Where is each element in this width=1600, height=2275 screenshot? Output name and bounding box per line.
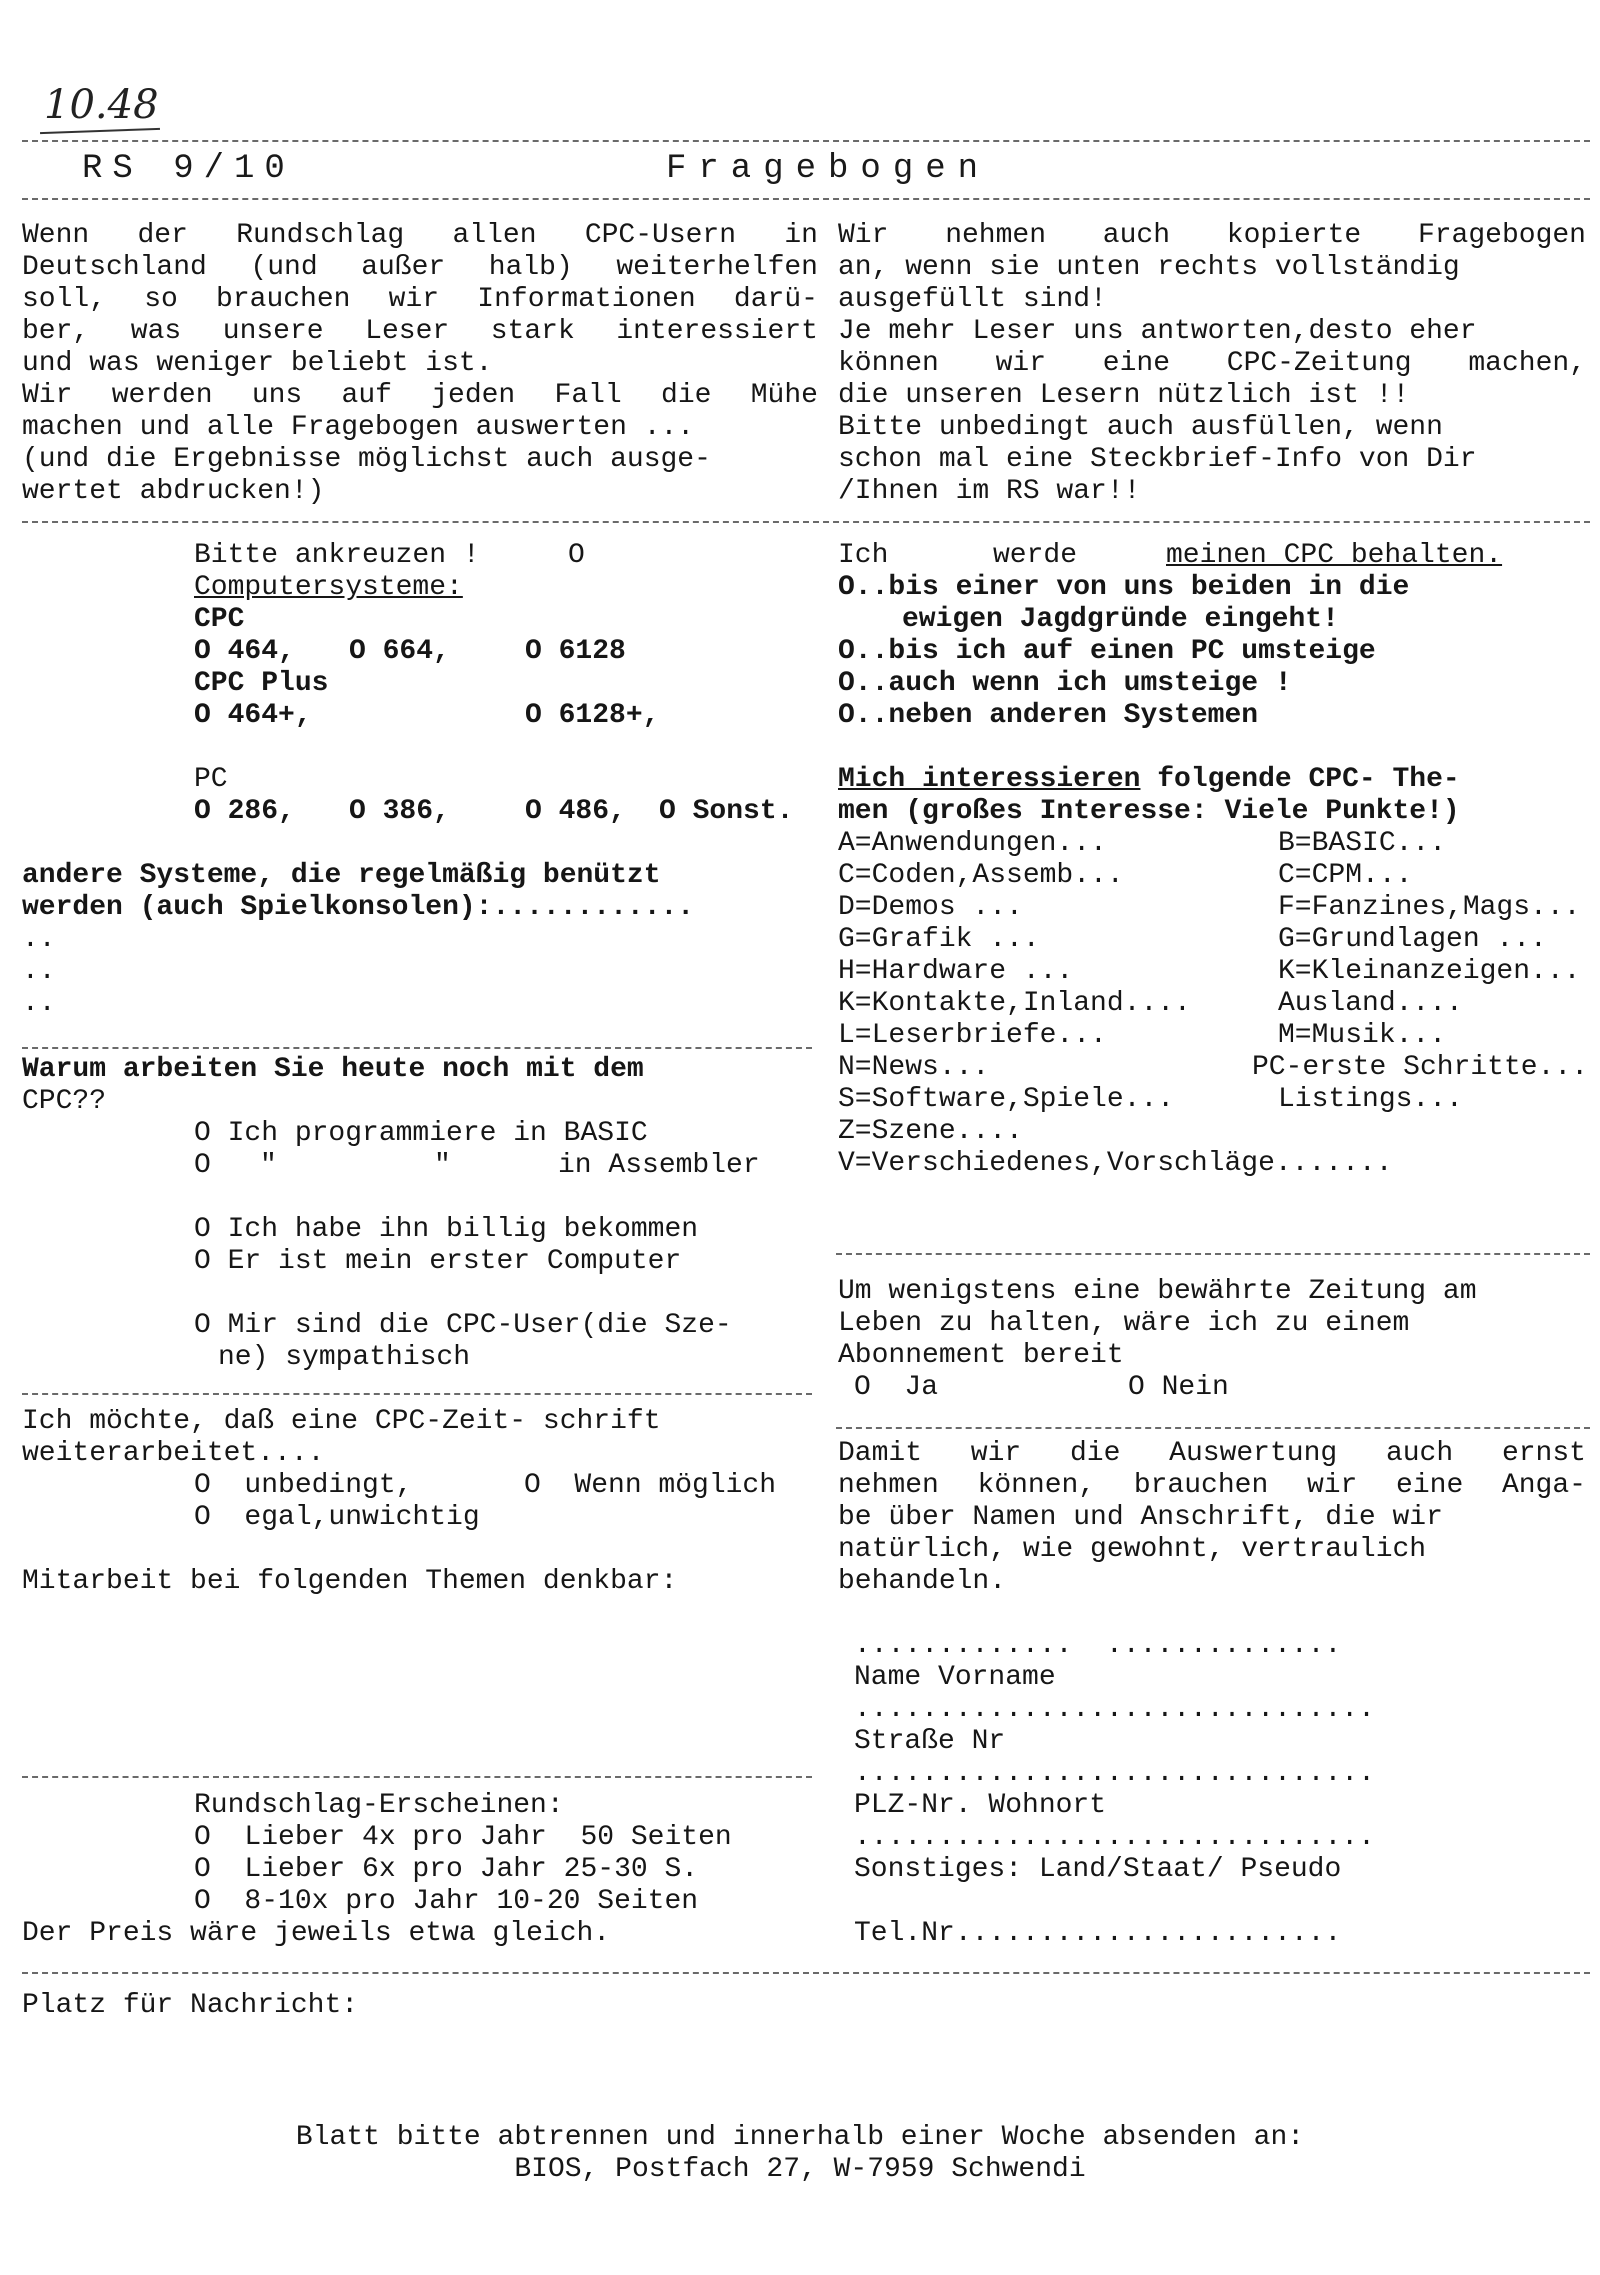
topic-item[interactable]: F=Fanzines,Mags... [1278,892,1581,923]
topic-item[interactable]: C=Coden,Assemb... [838,860,1124,891]
ditto-mark: " [434,1150,451,1181]
opt-if-possible[interactable]: O Wenn möglich [524,1470,777,1501]
street-dots[interactable]: ............................... [854,1694,1375,1725]
systems-heading: Computersysteme: [194,572,463,603]
word: Wir [838,220,889,251]
topic-item[interactable]: A=Anwendungen... [838,828,1107,859]
word: Fragebogen [1417,220,1586,251]
word: können, [977,1470,1096,1501]
word: interessiert [616,316,818,347]
word: uns [251,380,303,411]
tick-prompt: Bitte ankreuzen ! [194,540,480,571]
pc-other-checkbox[interactable]: O Sonst. [659,796,794,827]
divider [22,198,1590,200]
phone-field[interactable]: Tel.Nr....................... [854,1918,1342,1949]
topic-item[interactable]: Z=Szene.... [838,1116,1023,1147]
word: (und [250,252,318,283]
handwritten-underline [40,128,160,134]
topic-row [838,924,1588,956]
text-line: wertet abdrucken!) [22,476,325,507]
word: ber, [22,316,90,347]
other-systems-line1: andere Systeme, die regelmäßig benützt [22,860,661,891]
word: die [1069,1438,1121,1469]
word: auf [341,380,392,411]
opt-forever[interactable]: O..bis einer von uns beiden in die [838,572,1410,603]
topic-item[interactable]: K=Kontakte,Inland.... [838,988,1191,1019]
divider [22,1776,812,1778]
city-dots[interactable]: ............................... [854,1758,1375,1789]
word: Fall [554,380,622,411]
word: Damit [838,1438,923,1469]
footer-address: BIOS, Postfach 27, W-7959 Schwendi [514,2154,1086,2185]
other-dots[interactable]: ............................... [854,1822,1375,1853]
text-line: natürlich, wie gewohnt, vertraulich [838,1534,1427,1565]
text-line: an, wenn sie unten rechts vollständig [838,252,1460,283]
divider [22,1047,812,1049]
cpc-6128plus-checkbox[interactable]: O 6128+, [525,700,660,731]
subscription-l1: Um wenigstens eine bewährte Zeitung am [838,1276,1477,1307]
intro-left-column [22,220,818,508]
address-intro [838,1438,1586,1598]
justified-line [838,1438,1586,1470]
divider [22,521,1590,523]
word: unsere [222,316,324,347]
word: stark [490,316,575,347]
word: Mühe [750,380,818,411]
topics-heading-underlined: Mich interessieren [838,764,1141,795]
word: Deutschland [22,252,207,283]
justified-line [838,348,1586,380]
topic-row [838,1084,1588,1116]
word: so [144,284,178,315]
pc-486-checkbox[interactable]: O 486, [525,796,626,827]
opt-first-computer[interactable]: O Er ist mein erster Computer [194,1246,682,1277]
topic-item[interactable]: K=Kleinanzeigen... [1278,956,1581,987]
ditto-mark: " [260,1150,277,1181]
divider [836,1253,1590,1255]
footer-line1: Blatt bitte abtrennen und innerhalb einer Woche absenden an: [295,2122,1305,2153]
pc-386-checkbox[interactable]: O 386, [349,796,450,827]
topic-row [838,1116,1588,1148]
topic-row [838,828,1588,860]
divider [22,1972,1590,1974]
topic-item[interactable]: G=Grafik ... [838,924,1040,955]
pc-label: PC [194,764,228,795]
word: weiterhelfen [616,252,818,283]
justified-line [838,1470,1586,1502]
topic-row [838,956,1588,988]
opt-no[interactable]: O Nein [1128,1372,1229,1403]
keep-cpc-word: werde [993,540,1078,571]
word: was [130,316,182,347]
word: wir [970,1438,1022,1469]
name-label: Name Vorname [854,1662,1056,1693]
cpc-label: CPC [194,604,245,635]
subscription-l2: Leben zu halten, wäre ich zu einem [838,1308,1410,1339]
topic-row [838,892,1588,924]
topic-row [838,1020,1588,1052]
other-systems-line2[interactable]: werden (auch Spielkonsolen):............ [22,892,695,923]
word: eine [1396,1470,1464,1501]
handwritten-page-number: 10.48 [44,82,159,128]
keep-cpc-emphasis: meinen CPC behalten. [1166,540,1503,571]
word: halb) [488,252,573,283]
topic-item[interactable]: G=Grundlagen ... [1278,924,1547,955]
word: der [137,220,188,251]
opt-forever-cont: ewigen Jagdgründe eingeht! [902,604,1339,635]
justified-line [22,220,818,252]
opt-even-if-switch[interactable]: O..auch wenn ich umsteige ! [838,668,1292,699]
address-section [838,1438,1586,1950]
topic-row [838,860,1588,892]
topic-item[interactable]: N=News... [838,1052,990,1083]
blank-line[interactable]: .. [22,956,56,987]
justified-line [838,220,1586,252]
text-line: be über Namen und Anschrift, die wir [838,1502,1443,1533]
word: Auswertung [1169,1438,1338,1469]
systems-section [22,540,822,1020]
tick-prompt-box[interactable]: O [568,540,585,571]
opt-unimportant[interactable]: O egal,unwichtig [194,1502,480,1533]
word: in [784,220,818,251]
opt-6x[interactable]: O Lieber 6x pro Jahr 25-30 S. [194,1854,699,1885]
topics-heading-cont: men (großes Interesse: Viele Punkte!) [838,796,1460,827]
text-line: (und die Ergebnisse möglichst auch ausge- [22,444,711,475]
other-label: Sonstiges: Land/Staat/ Pseudo [854,1854,1342,1885]
opt-until-pc[interactable]: O..bis ich auf einen PC umsteige [838,636,1376,667]
topic-item[interactable]: PC-erste Schritte... [1251,1052,1588,1083]
word: wir [1306,1470,1358,1501]
page-title: Fragebogen [666,150,991,188]
divider [22,140,1590,142]
topic-item[interactable]: Listings... [1278,1084,1463,1115]
continue-magazine-section [22,1406,822,1598]
word: brauchen [216,284,351,315]
topic-item[interactable]: L=Leserbriefe... [838,1020,1107,1051]
opt-8-10x[interactable]: O 8-10x pro Jahr 10-20 Seiten [194,1886,699,1917]
word: wir [995,348,1047,379]
opt-assembler-box[interactable]: O [194,1150,211,1181]
word: die [661,380,712,411]
divider [836,1427,1590,1429]
word: Leser [365,316,450,347]
collab-label: Mitarbeit bei folgenden Themen denkbar: [22,1566,678,1597]
word: ernst [1501,1438,1586,1469]
blank-line[interactable]: .. [22,988,56,1019]
word: machen, [1468,348,1586,379]
opt-definitely[interactable]: O unbedingt, [194,1470,413,1501]
opt-yes[interactable]: O Ja [854,1372,939,1403]
text-line: schon mal eine Steckbrief-Info von Dir [838,444,1477,475]
word: eine [1102,348,1170,379]
opt-scene[interactable]: O Mir sind die CPC-User(die Sze- [194,1310,732,1341]
frequency-section [22,1790,822,1950]
topics-heading-rest: folgende CPC- The- [1140,764,1460,795]
divider [22,1393,812,1395]
keep-cpc-word: Ich [838,540,889,571]
cpc-664-checkbox[interactable]: O 664, [349,636,450,667]
text-line: ausgefüllt sind! [838,284,1107,315]
word: CPC-Usern [584,220,737,251]
text-line: machen und alle Fragebogen auswerten ... [22,412,695,443]
opt-basic[interactable]: O Ich programmiere in BASIC [194,1118,648,1149]
topic-item[interactable]: Ausland.... [1278,988,1463,1019]
topics-heading [838,764,1588,796]
word: kopierte [1226,220,1362,251]
word: auch [1102,220,1170,251]
opt-alongside[interactable]: O..neben anderen Systemen [838,700,1259,731]
opt-scene-cont: ne) sympathisch [218,1342,471,1373]
cpc-464plus-checkbox[interactable]: O 464+, [194,700,312,731]
word: brauchen [1133,1470,1269,1501]
opt-cheap[interactable]: O Ich habe ihn billig bekommen [194,1214,699,1245]
price-note: Der Preis wäre jeweils etwa gleich. [22,1918,611,1949]
justified-line [22,252,818,284]
cpc-464-checkbox[interactable]: O 464, [194,636,295,667]
word: nehmen [945,220,1047,251]
blank-line[interactable]: .. [22,924,56,955]
intro-right-column [838,220,1586,508]
word: Anga- [1501,1470,1586,1501]
word: jeden [431,380,516,411]
topic-row [838,1052,1588,1084]
topic-row [838,988,1588,1020]
text-line: Je mehr Leser uns antworten,desto eher [838,316,1477,347]
topic-item[interactable]: C=CPM... [1278,860,1413,891]
word: CPC-Zeitung [1226,348,1412,379]
word: Wenn [22,220,90,251]
justified-line [22,284,818,316]
opt-assembler: in Assembler [558,1150,760,1181]
topic-item[interactable]: B=BASIC... [1278,828,1447,859]
text-line: Bitte unbedingt auch ausfüllen, wenn [838,412,1443,443]
word: können [838,348,939,379]
frequency-heading: Rundschlag-Erscheinen: [194,1790,564,1821]
word: werden [111,380,213,411]
opt-4x[interactable]: O Lieber 4x pro Jahr 50 Seiten [194,1822,732,1853]
justified-line [22,316,818,348]
street-label: Straße Nr [854,1726,1006,1757]
pc-286-checkbox[interactable]: O 286, [194,796,295,827]
keep-cpc-section [838,540,1588,1180]
topic-misc[interactable]: V=Verschiedenes,Vorschläge....... [838,1148,1393,1179]
word: auch [1385,1438,1454,1469]
continue-question-cont: weiterarbeitet.... [22,1438,325,1469]
word: außer [361,252,446,283]
topic-item[interactable]: M=Musik... [1278,1020,1447,1051]
subscription-section [838,1276,1588,1404]
why-cpc-question: Warum arbeiten Sie heute noch mit dem [22,1054,644,1085]
why-cpc-question-cont: CPC?? [22,1086,107,1117]
message-label: Platz für Nachricht: [22,1990,359,2021]
text-line: /Ihnen im RS war!! [838,476,1141,507]
word: nehmen [838,1470,939,1501]
topic-item[interactable]: D=Demos ... [838,892,1023,923]
city-label: PLZ-Nr. Wohnort [854,1790,1107,1821]
name-dots[interactable]: ............. .............. [854,1630,1342,1661]
topic-item[interactable]: H=Hardware ... [838,956,1074,987]
continue-question: Ich möchte, daß eine CPC-Zeit- schrift [22,1406,661,1437]
word: soll, [22,284,107,315]
word: darü- [733,284,818,315]
text-line: und was weniger beliebt ist. [22,348,493,379]
cpc-6128-checkbox[interactable]: O 6128 [525,636,626,667]
subscription-l3: Abonnement bereit [838,1340,1124,1371]
word: allen [452,220,537,251]
word: Rundschlag [236,220,405,251]
why-cpc-section [22,1054,822,1374]
word: wir [388,284,440,315]
word: Wir [22,380,73,411]
topic-list [838,828,1588,1148]
text-line: behandeln. [838,1566,1007,1597]
topic-item[interactable]: S=Software,Spiele... [838,1084,1175,1115]
cpc-plus-label: CPC Plus [194,668,329,699]
word: Informationen [477,284,696,315]
text-line: die unseren Lesern nützlich ist !! [838,380,1410,411]
issue-label: RS 9/10 [82,150,295,188]
justified-line [22,380,818,412]
